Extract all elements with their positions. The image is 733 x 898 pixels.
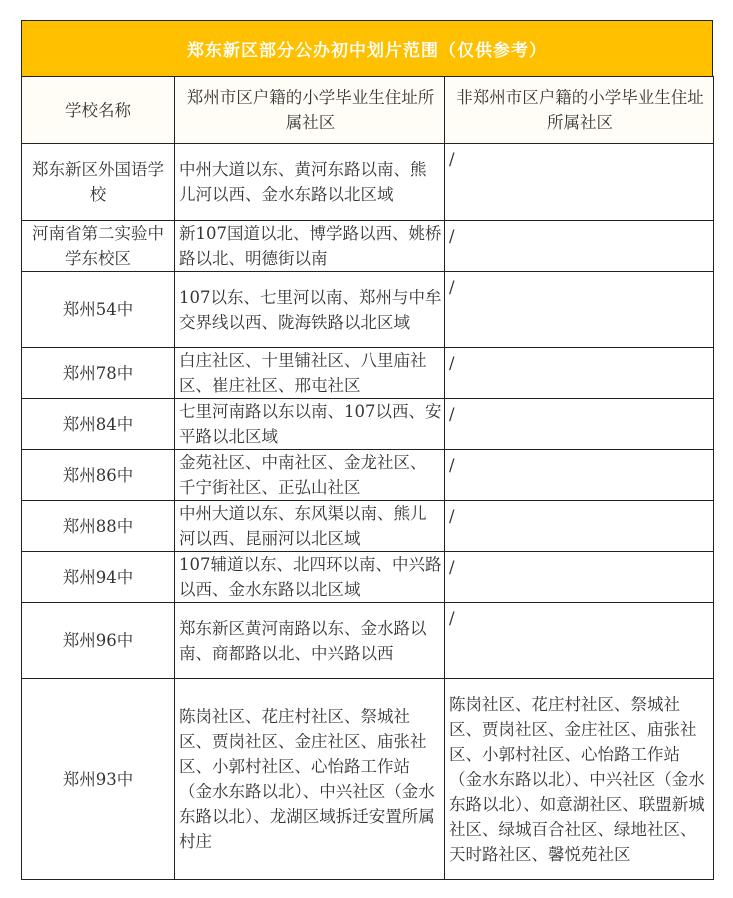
table-row: [22, 501, 714, 552]
header-nonlocal: 非郑州市区户籍的小学毕业生住址所属社区: [445, 77, 714, 144]
local-range: 白庄社区、十里铺社区、八里庙社区、崔庄社区、邢屯社区: [175, 348, 445, 399]
table-row: [22, 221, 714, 272]
local-range: 中州大道以东、东风渠以南、熊儿河以西、昆丽河以北区域: [175, 501, 445, 552]
nonlocal-range: /: [445, 399, 714, 450]
school-name: 郑州93中: [22, 679, 175, 880]
school-name: 郑州88中: [22, 501, 175, 552]
nonlocal-range: /: [445, 144, 714, 221]
school-name: 郑州94中: [22, 552, 175, 603]
local-range: 新107国道以北、博学路以西、姚桥路以北、明德街以南: [175, 221, 445, 272]
school-name: 河南省第二实验中学东校区: [22, 221, 175, 272]
nonlocal-range: /: [445, 272, 714, 348]
nonlocal-range: /: [445, 221, 714, 272]
school-name: 郑州78中: [22, 348, 175, 399]
nonlocal-range: /: [445, 501, 714, 552]
local-range: 107以东、七里河以南、郑州与中牟交界线以西、陇海铁路以北区域: [175, 272, 445, 348]
local-range: 陈岗社区、花庄村社区、祭城社区、贾岗社区、金庄社区、庙张社区、小郭村社区、心怡路工作站（金水东路以北）、中兴社区（金水东路以北）、龙湖区域拆迁安置所属村庄: [175, 679, 445, 880]
header-school: 学校名称: [22, 77, 175, 144]
table-row: [22, 272, 714, 348]
table-title: 郑东新区部分公办初中划片范围（仅供参考）: [21, 20, 713, 76]
nonlocal-range: /: [445, 603, 714, 679]
school-range-table: [21, 76, 714, 880]
school-name: 郑州96中: [22, 603, 175, 679]
table-row: [22, 399, 714, 450]
header-row: [22, 77, 714, 144]
local-range: 107辅道以东、北四环以南、中兴路以西、金水东路以北区域: [175, 552, 445, 603]
school-name: 郑州86中: [22, 450, 175, 501]
range-document: [21, 20, 713, 880]
header-local: 郑州市区户籍的小学毕业生住址所属社区: [175, 77, 445, 144]
table-row: [22, 603, 714, 679]
school-name: 郑东新区外国语学校: [22, 144, 175, 221]
school-name: 郑州54中: [22, 272, 175, 348]
table-row: [22, 679, 714, 880]
local-range: 七里河南路以东以南、107以西、安平路以北区域: [175, 399, 445, 450]
table-row: [22, 450, 714, 501]
nonlocal-range: 陈岗社区、花庄村社区、祭城社区、贾岗社区、金庄社区、庙张社区、小郭村社区、心怡路工作站（金水东路以北）、中兴社区（金水东路以北）、如意湖社区、联盟新城社区、绿城百合社区、绿地社区、天时路社区、馨悦苑社区: [445, 679, 714, 880]
local-range: 金苑社区、中南社区、金龙社区、千宁街社区、正弘山社区: [175, 450, 445, 501]
local-range: 郑东新区黄河南路以东、金水路以南、商都路以北、中兴路以西: [175, 603, 445, 679]
local-range: 中州大道以东、黄河东路以南、熊儿河以西、金水东路以北区域: [175, 144, 445, 221]
nonlocal-range: /: [445, 348, 714, 399]
table-row: [22, 552, 714, 603]
school-name: 郑州84中: [22, 399, 175, 450]
table-row: [22, 348, 714, 399]
table-row: [22, 144, 714, 221]
nonlocal-range: /: [445, 450, 714, 501]
nonlocal-range: /: [445, 552, 714, 603]
